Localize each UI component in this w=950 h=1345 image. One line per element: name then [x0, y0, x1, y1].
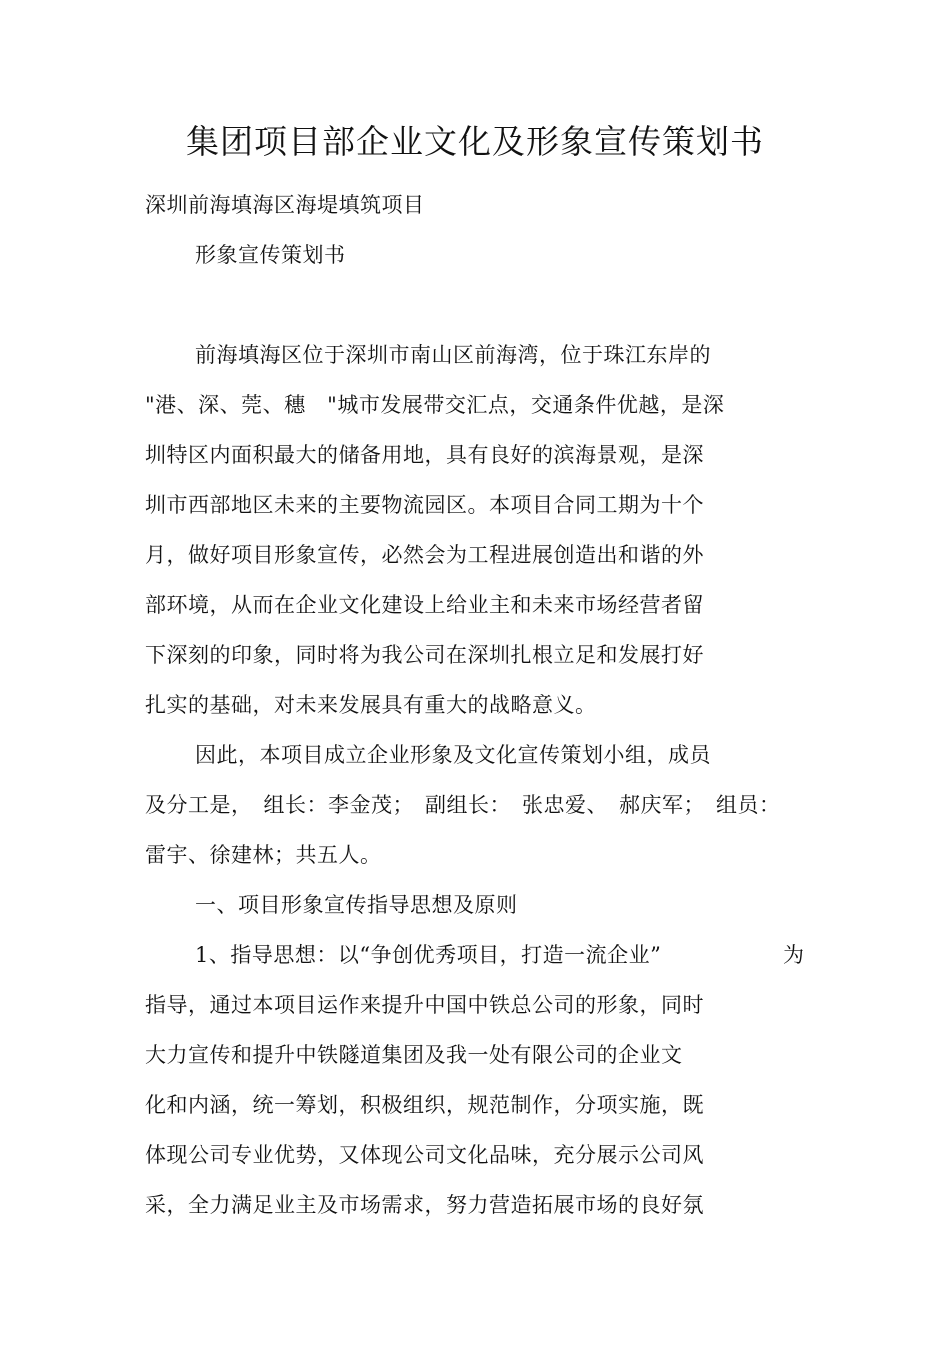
document-subtitle: 形象宣传策划书: [195, 243, 346, 267]
paragraph-line: 雷宇、徐建林；共五人。: [145, 843, 382, 867]
paragraph-line: "港、深、莞、穗 "城市发展带交汇点，交通条件优越，是深: [145, 393, 725, 417]
paragraph-line-end: 为: [783, 943, 804, 967]
paragraph-line: 前海填海区位于深圳市南山区前海湾，位于珠江东岸的: [195, 343, 711, 367]
paragraph-line: 化和内涵，统一筹划，积极组织，规范制作，分项实施，既: [145, 1093, 704, 1117]
paragraph-line: 圳特区内面积最大的储备用地，具有良好的滨海景观，是深: [145, 443, 704, 467]
paragraph-line: 指导，通过本项目运作来提升中国中铁总公司的形象，同时: [145, 993, 704, 1017]
paragraph-line: 及分工是， 组长：李金茂； 副组长： 张忠爱、 郝庆军； 组员：: [145, 793, 781, 817]
paragraph-line: 部环境，从而在企业文化建设上给业主和未来市场经营者留: [145, 593, 704, 617]
paragraph-line: 1、指导思想：以“争创优秀项目，打造一流企业”: [195, 943, 662, 967]
paragraph-line: 大力宣传和提升中铁隧道集团及我一处有限公司的企业文: [145, 1043, 683, 1067]
paragraph-line: 采，全力满足业主及市场需求，努力营造拓展市场的良好氛: [145, 1193, 704, 1217]
paragraph-line: 月，做好项目形象宣传，必然会为工程进展创造出和谐的外: [145, 543, 704, 567]
paragraph-line: 扎实的基础，对未来发展具有重大的战略意义。: [145, 693, 597, 717]
paragraph-line: 圳市西部地区未来的主要物流园区。本项目合同工期为十个: [145, 493, 704, 517]
paragraph-line: 体现公司专业优势，又体现公司文化品味，充分展示公司风: [145, 1143, 704, 1167]
paragraph-line: 因此，本项目成立企业形象及文化宣传策划小组，成员: [195, 743, 711, 767]
project-name: 深圳前海填海区海堤填筑项目: [145, 193, 425, 217]
document-title: 集团项目部企业文化及形象宣传策划书: [186, 122, 764, 161]
section-heading: 一、项目形象宣传指导思想及原则: [195, 893, 518, 917]
paragraph-line: 下深刻的印象，同时将为我公司在深圳扎根立足和发展打好: [145, 643, 704, 667]
